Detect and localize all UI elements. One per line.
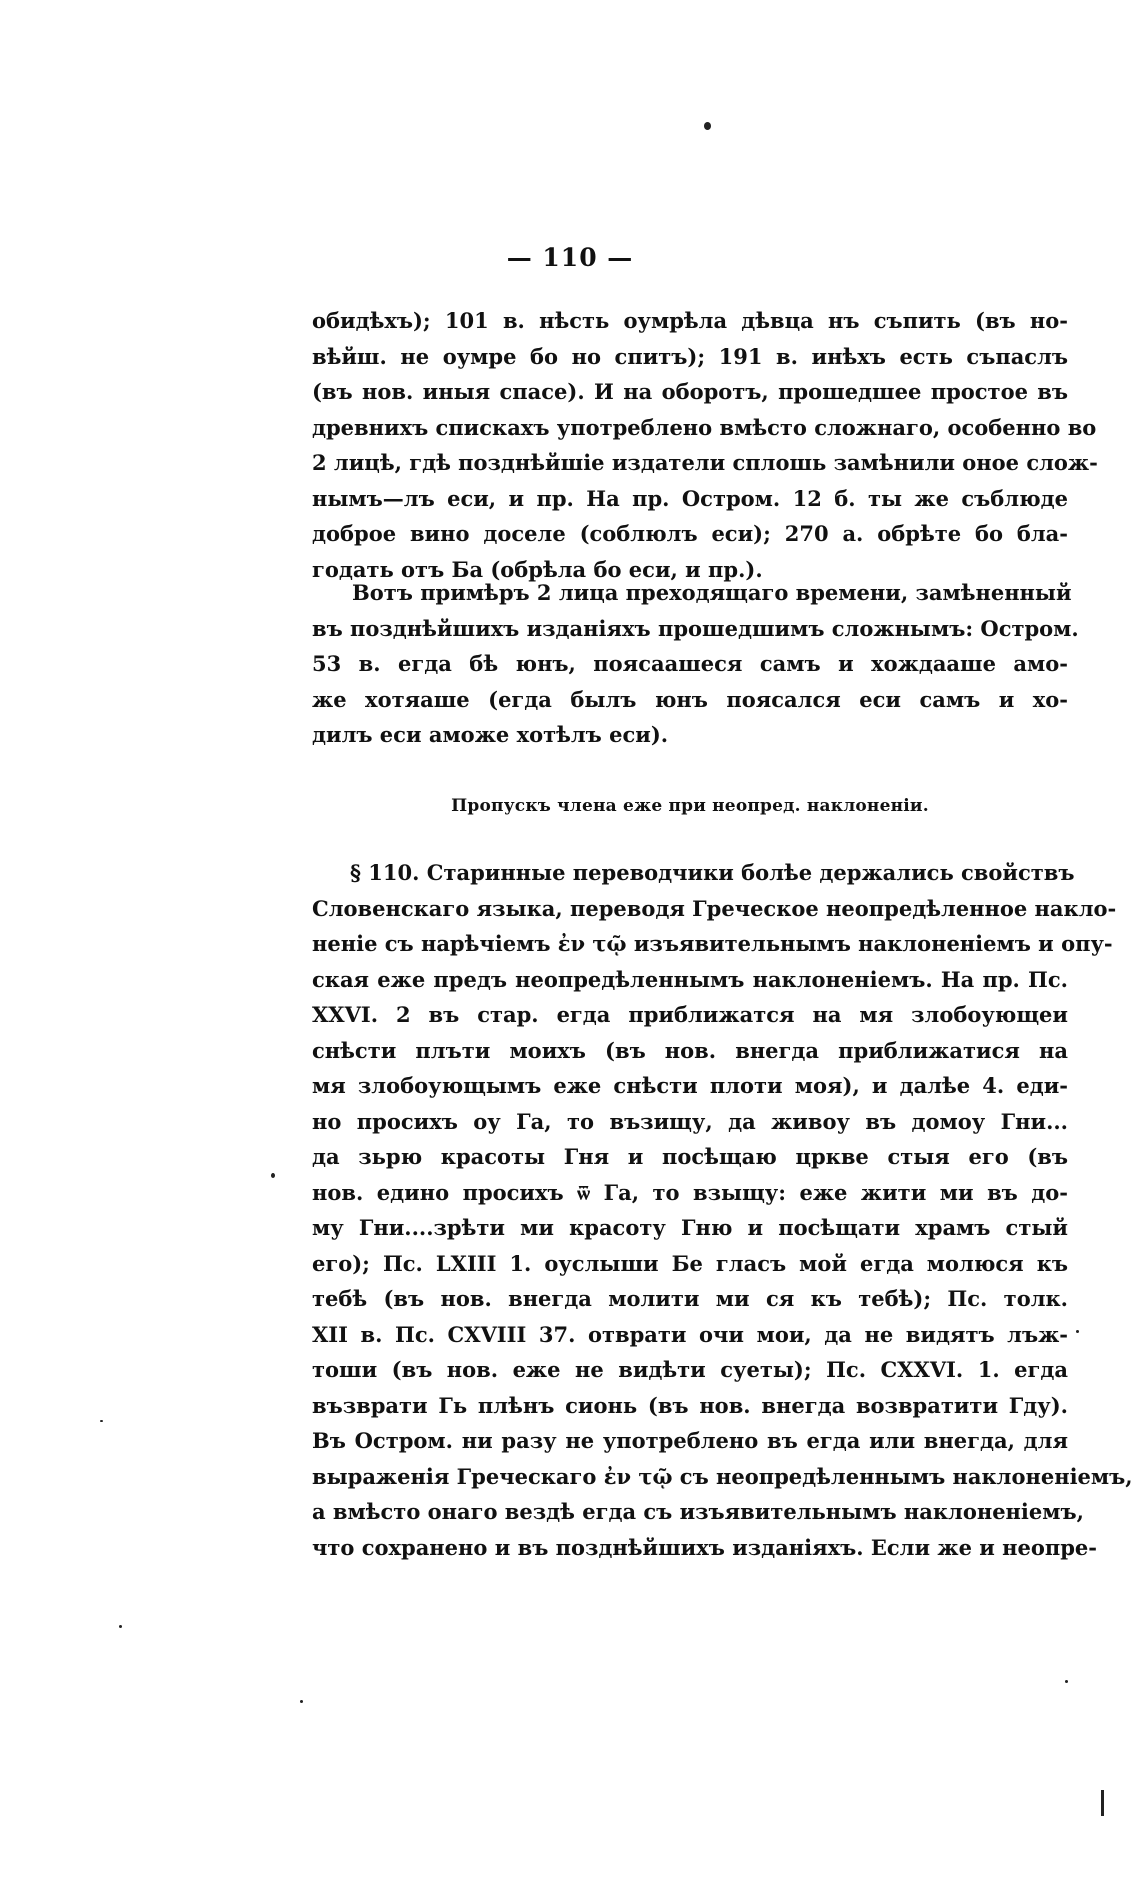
page-number: — 110 — — [506, 243, 634, 272]
text-line: доброе вино доселе (соблюлъ еси); 270 а. обрѣте бо бла- — [312, 521, 1068, 546]
text-line: выраженія Греческаго ἐν τῷ съ неопредѣленнымъ наклоненіемъ, — [312, 1463, 1133, 1489]
text-line: что сохранено и въ позднѣйшихъ изданіяхъ. Если же и неопре- — [312, 1534, 1098, 1560]
text-line: дилъ еси аможе хотѣлъ еси). — [312, 722, 669, 747]
text-line: 2 лицѣ, гдѣ позднѣйшіе издатели сплошь замѣнили оное слож- — [312, 450, 1098, 475]
text-line: нов. едино просихъ ѿ Га, то взыщу: еже жити ми въ до- — [312, 1179, 1068, 1205]
text-line: же хотяаше (егда былъ юнъ поясался еси самъ и хо- — [312, 686, 1068, 712]
ink-speck — [271, 1173, 275, 1178]
text-line: нымъ—лъ еси, и пр. На пр. Остром. 12 б. ты же съблюде — [312, 485, 1068, 511]
ink-speck — [300, 1700, 303, 1703]
text-line: вѣйш. не оумре бо но спитъ); 191 в. инѣхъ есть съпаслъ — [312, 343, 1068, 369]
margin-mark — [1101, 1790, 1104, 1816]
text-line: Въ Остром. ни разу не употреблено въ егда или внегда, для — [312, 1428, 1068, 1453]
text-line: (въ нов. иныя спасе). И на оборотъ, прошедшее простое въ — [312, 379, 1068, 404]
text-line: XXVI. 2 въ стар. егда приближатся на мя злобоующеи — [312, 1002, 1068, 1027]
section-heading: Пропускъ члена еже при неопред. наклоненіи. — [451, 796, 929, 816]
text-line: древнихъ спискахъ употреблено вмѣсто сложнаго, особенно во — [312, 414, 1097, 440]
text-line: его); Пс. LXIII 1. оуслыши Бе гласъ мой егда молюся къ — [312, 1250, 1068, 1276]
text-line: § 110. Старинные переводчики болѣе держались свойствъ — [350, 860, 1075, 885]
text-line: Словенскаго языка, переводя Греческое неопредѣленное накло- — [312, 895, 1117, 921]
text-line: тебѣ (въ нов. внегда молити ми ся къ тебѣ); Пс. толк. — [312, 1286, 1068, 1311]
paragraph-continuation — [312, 303, 1098, 587]
text-line: въ позднѣйшихъ изданіяхъ прошедшимъ сложнымъ: Остром. — [312, 615, 1079, 641]
text-line: XII в. Пс. CXVIII 37. отврати очи мои, да не видятъ лъж- — [312, 1321, 1068, 1347]
ink-speck — [1076, 1330, 1079, 1333]
text-line: обидѣхъ); 101 в. нѣсть оумрѣла дѣвца нъ съпить (въ но- — [312, 308, 1068, 333]
text-line: ская еже предъ неопредѣленнымъ наклоненіемъ. На пр. Пс. — [312, 966, 1068, 992]
text-line: 53 в. егда бѣ юнъ, поясаашеся самъ и хождааше амо- — [312, 651, 1068, 676]
text-line: мя злобоующымъ еже снѣсти плоти моя), и далѣе 4. еди- — [312, 1073, 1068, 1098]
text-line: а вмѣсто онаго вездѣ егда съ изъявительнымъ наклоненіемъ, — [312, 1499, 1084, 1524]
ink-speck — [704, 122, 711, 130]
ink-speck — [100, 1420, 103, 1422]
paragraph-example — [312, 575, 1079, 753]
text-line: годать отъ Ба (обрѣла бо еси, и пр.). — [312, 556, 763, 582]
text-line: но просихъ оу Га, то възищу, да живоу въ домоу Гни... — [312, 1108, 1068, 1134]
text-line: неніе съ нарѣчіемъ ἐν τῷ изъявительнымъ наклоненіемъ и опу- — [312, 931, 1113, 956]
text-line: снѣсти плъти моихъ (въ нов. внегда приближатися на — [312, 1037, 1068, 1063]
section-paragraph — [312, 855, 1133, 1565]
text-line: да зьрю красоты Гня и посѣщаю цркве стыя его (въ — [312, 1144, 1068, 1169]
text-line: тоши (въ нов. еже не видѣти суеты); Пс. CXXVI. 1. егда — [312, 1357, 1068, 1382]
text-line: му Гни....зрѣти ми красоту Гню и посѣщати храмъ стый — [312, 1215, 1068, 1240]
text-line: Вотъ примѣръ 2 лица преходящаго времени, замѣненный — [352, 580, 1072, 605]
text-line: възврати Гь плѣнъ сионь (въ нов. внегда возвратити Гду). — [312, 1392, 1068, 1418]
ink-speck — [119, 1625, 122, 1628]
ink-speck — [1065, 1680, 1068, 1683]
